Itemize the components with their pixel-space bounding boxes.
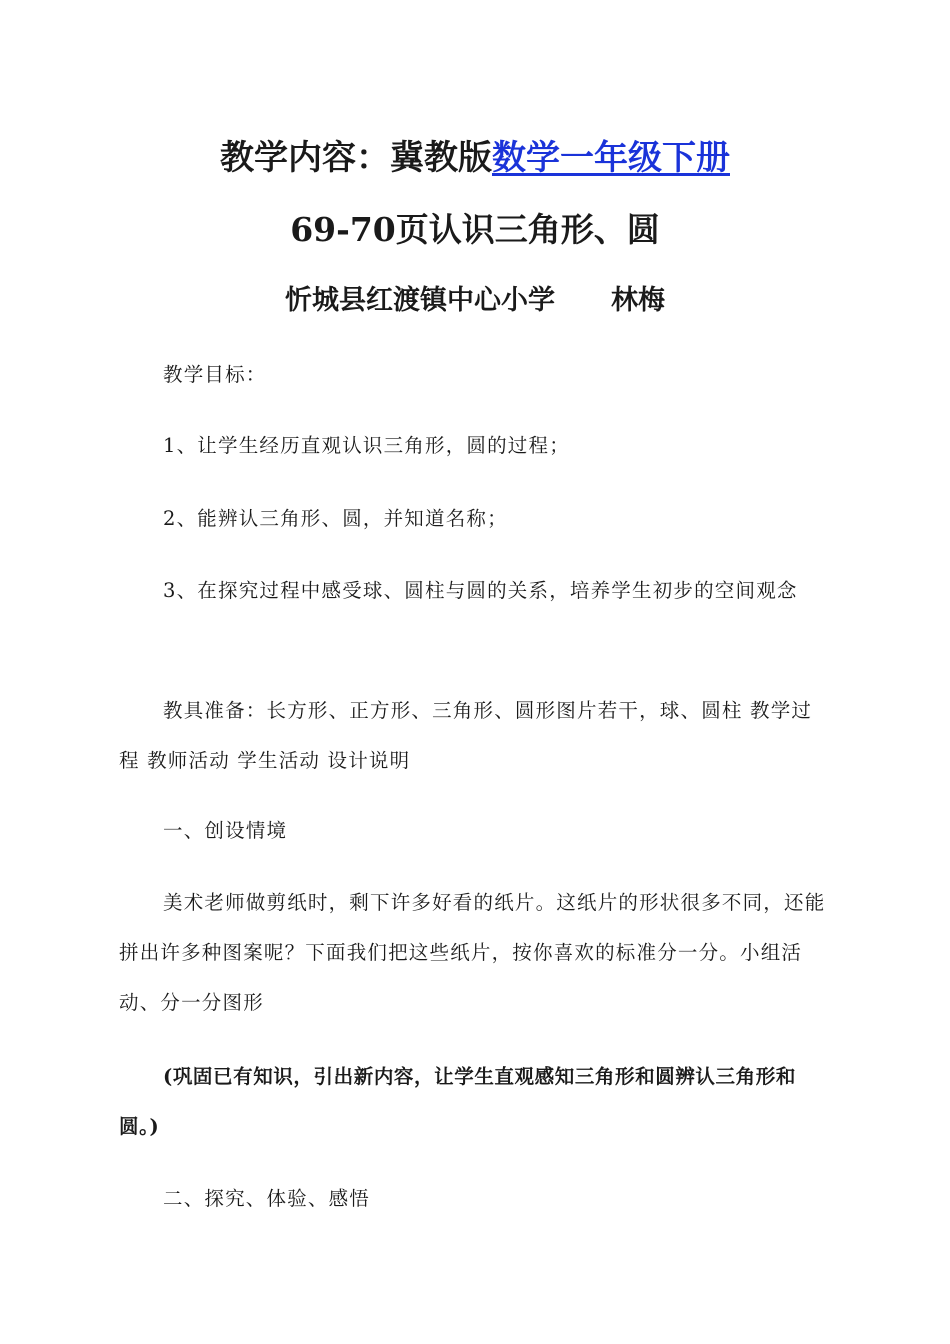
materials-paragraph: 教具准备：长方形、正方形、三角形、圆形图片若干，球、圆柱 教学过程 教师活动 学生活动 设计说明 (119, 699, 813, 772)
textbook-link[interactable]: 数学一年级下册 (492, 138, 730, 178)
author-line (0, 282, 950, 320)
document-title (0, 136, 950, 180)
school-name: 忻城县红渡镇中心小学 (285, 285, 555, 316)
goal-item-1: 1、让学生经历直观认识三角形，圆的过程； (163, 434, 570, 457)
goal-item-3: 3、在探究过程中感受球、圆柱与圆的关系，培养学生初步的空间观念 (163, 579, 798, 602)
section-heading-2: 二、探究、体验、感悟 (163, 1187, 371, 1210)
design-note: (巩固已有知识，引出新内容，让学生直观感知三角形和圆辨认三角形和圆。) (119, 1065, 796, 1138)
goals-heading: 教学目标： (163, 363, 267, 386)
title-prefix: 教学内容：冀教版 (220, 138, 492, 178)
section-heading-1: 一、创设情境 (163, 819, 288, 842)
scenario-paragraph: 美术老师做剪纸时，剩下许多好看的纸片。这纸片的形状很多不同，还能拼出许多种图案呢？下面我们把这些纸片，按你喜欢的标准分一分。小组活动、分一分图形 (119, 891, 826, 1014)
author-name: 林梅 (611, 285, 665, 316)
document-subtitle: 69-70页认识三角形、圆 (290, 210, 660, 249)
goal-item-2: 2、能辨认三角形、圆，并知道名称； (163, 507, 508, 530)
